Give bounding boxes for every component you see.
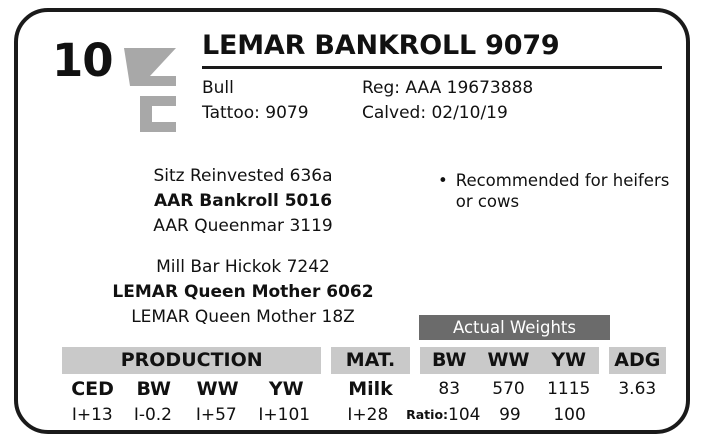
ratio-bw-value: 104 [448,405,481,425]
milk-label: Milk [348,378,393,400]
actual-ww-value: 570 [492,379,525,399]
mat-header: MAT. [331,347,411,374]
actual-bw-header: BW [420,347,479,374]
milk-epd: I+28 [347,405,389,425]
ratio-yw-value: 100 [553,405,586,425]
pedigree-block [48,164,438,346]
ww-epd: I+57 [195,405,237,425]
table-header-row [62,347,666,374]
header-details [202,76,662,126]
notes-block [438,170,678,212]
note-item [438,170,678,212]
ratio-ww-value: 99 [499,405,521,425]
spacer [321,347,330,374]
paternal-grand-dam: AAR Queenmar 3119 [153,216,333,236]
maternal-grand-dam: LEMAR Queen Mother 18Z [131,307,355,327]
actual-ww-header: WW [479,347,538,374]
spacer [321,376,330,402]
paternal-grand-sire: Sitz Reinvested 636a [153,166,333,186]
maternal-grand-sire: Mill Bar Hickok 7242 [156,257,330,277]
actual-yw-header: YW [538,347,599,374]
animal-sex: Bull [202,78,234,98]
sire-pedigree-group [48,164,438,239]
adg-header: ADG [609,347,666,374]
bw-label: BW [136,378,171,400]
epd-tables [62,347,666,425]
animal-tattoo: Tattoo: 9079 [202,103,309,123]
ww-label: WW [196,378,239,400]
table-subheader-row [62,376,666,402]
table-value-row [62,402,666,428]
note-text: Recommended for heifers or cows [455,171,670,211]
lot-number: 10 [52,34,113,87]
yw-label: YW [268,378,304,400]
adg-value: 3.63 [618,379,657,399]
yw-epd: I+101 [258,405,311,425]
bw-epd: I-0.2 [133,405,172,425]
spacer [410,376,419,402]
ratio-bw [406,402,481,428]
actual-yw-value: 1115 [547,379,591,399]
ratio-label: Ratio: [406,407,449,422]
spacer [599,376,608,402]
spacer [600,402,609,428]
lemar-c-logo-icon [120,46,184,142]
production-header: PRODUCTION [62,347,321,374]
animal-name: LEMAR BANKROLL 9079 [202,30,662,69]
sale-lot-card [14,8,690,434]
actual-bw-value: 83 [438,379,461,399]
bullet-icon: • [438,171,448,190]
ced-epd: I+13 [71,405,113,425]
ced-label: CED [71,378,114,400]
sire: AAR Bankroll 5016 [153,191,333,211]
header-text-block [202,30,662,126]
dam-pedigree-group [48,255,438,330]
card-header [52,30,662,142]
actual-weights-header: Actual Weights [419,315,610,340]
animal-registration: Reg: AAA 19673888 [362,78,534,98]
spacer [319,402,328,428]
animal-calved: Calved: 02/10/19 [362,103,508,123]
spacer [599,347,608,374]
spacer [410,347,419,374]
adg-blank [609,402,666,428]
dam: LEMAR Queen Mother 6062 [112,282,374,302]
